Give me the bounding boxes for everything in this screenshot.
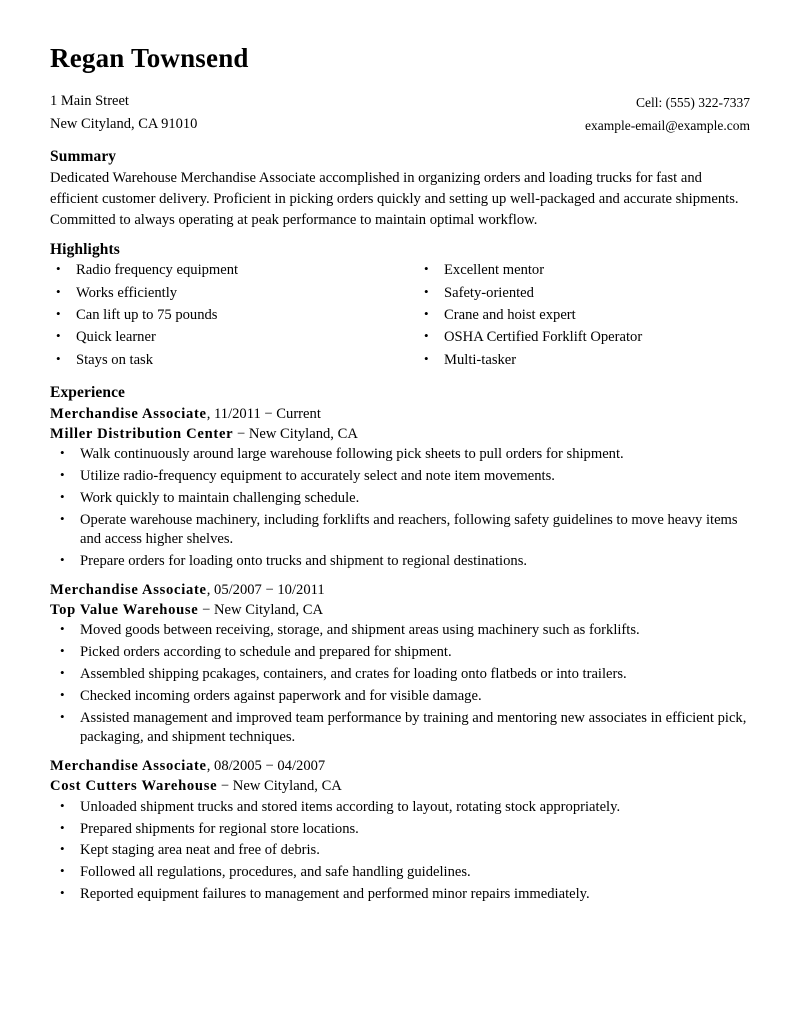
highlights-list-right [418, 261, 750, 369]
job-dates: , 05/2007 − 10/2011 [206, 582, 325, 599]
list-item: • Walk continuously around large warehouse following pick sheets to pull orders for shipment. [50, 445, 750, 464]
job-title-line [50, 404, 750, 424]
list-item: • Checked incoming orders against paperwork and for visible damage. [50, 687, 750, 706]
address-block [50, 90, 197, 137]
experience-entry [50, 756, 750, 904]
highlights-heading: Highlights [50, 241, 120, 259]
job-dates: , 11/2011 − Current [206, 406, 321, 423]
list-item: • Assembled shipping pcakages, containers, and crates for loading onto flatbeds or into trailers. [50, 665, 750, 684]
list-item: • Stays on task [50, 351, 400, 369]
job-company-line [50, 424, 750, 444]
job-title-line [50, 756, 750, 776]
list-item: • Assisted management and improved team performance by training and mentoring new associates in efficient pick, packaging, and shipment techniques. [50, 709, 750, 747]
summary-section [50, 148, 750, 230]
summary-heading: Summary [50, 148, 117, 166]
job-title: Merchandise Associate [50, 406, 207, 423]
highlights-column-right [400, 261, 750, 373]
job-company: Miller Distribution Center [50, 426, 234, 443]
list-item: • Radio frequency equipment [50, 261, 400, 279]
job-title-line [50, 580, 750, 600]
list-item: • Can lift up to 75 pounds [50, 306, 400, 324]
contact-row [50, 90, 750, 137]
summary-paragraph: Dedicated Warehouse Merchandise Associate accomplished in organizing orders and loading trucks for fast and efficient customer delivery. Proficient in picking orders quickly and setting up well-packaged and accurate shipments. Committed to always operating at peak performance to maintain optimal workflow. [50, 170, 739, 228]
list-item: • Quick learner [50, 328, 400, 346]
contact-block [585, 90, 750, 137]
list-item: • Works efficiently [50, 284, 400, 302]
list-item: • Utilize radio-frequency equipment to accurately select and note item movements. [50, 467, 750, 486]
job-responsibilities-list [50, 621, 750, 747]
job-location: − New Cityland, CA [198, 602, 324, 619]
list-item: • Excellent mentor [418, 261, 750, 279]
list-item: • Crane and hoist expert [418, 306, 750, 324]
list-item: • Prepared shipments for regional store locations. [50, 820, 750, 839]
experience-entry [50, 404, 750, 571]
job-dates: , 08/2005 − 04/2007 [206, 758, 326, 775]
job-company: Cost Cutters Warehouse [50, 778, 218, 795]
highlights-column-left [50, 261, 400, 373]
experience-entry [50, 580, 750, 747]
address-line-1: 1 Main Street [50, 92, 129, 109]
highlights-section [50, 241, 750, 373]
list-item: • Moved goods between receiving, storage, and shipment areas using machinery such as forklifts. [50, 621, 750, 640]
email-address[interactable]: example-email@example.com [585, 117, 750, 133]
list-item: • OSHA Certified Forklift Operator [418, 328, 750, 346]
experience-section [50, 384, 750, 904]
list-item: • Safety-oriented [418, 284, 750, 302]
job-location: − New Cityland, CA [233, 426, 358, 443]
list-item: • Multi-tasker [418, 351, 750, 369]
list-item: • Work quickly to maintain challenging schedule. [50, 489, 750, 508]
candidate-name: Regan Townsend [50, 43, 249, 73]
job-responsibilities-list [50, 798, 750, 905]
list-item: • Followed all regulations, procedures, and safe handling guidelines. [50, 863, 750, 882]
job-title: Merchandise Associate [50, 582, 207, 599]
list-item: • Operate warehouse machinery, including forklifts and reachers, following safety guidelines to move heavy items and access higher shelves. [50, 511, 750, 549]
job-company-line [50, 776, 750, 796]
list-item: • Unloaded shipment trucks and stored items according to layout, rotating stock appropriately. [50, 798, 750, 817]
resume-header [50, 44, 750, 137]
experience-heading: Experience [50, 384, 126, 402]
list-item: • Picked orders according to schedule and prepared for shipment. [50, 643, 750, 662]
job-company-line [50, 600, 750, 620]
highlights-columns [50, 261, 750, 373]
job-title: Merchandise Associate [50, 758, 207, 775]
highlights-list-left [50, 261, 400, 369]
list-item: • Reported equipment failures to management and performed minor repairs immediately. [50, 885, 750, 904]
job-location: − New Cityland, CA [217, 778, 342, 795]
list-item: • Prepare orders for loading onto trucks and shipment to regional destinations. [50, 552, 750, 571]
job-company: Top Value Warehouse [50, 602, 199, 619]
phone-number: Cell: (555) 322-7337 [636, 94, 750, 110]
list-item: • Kept staging area neat and free of debris. [50, 841, 750, 860]
address-line-2: New Cityland, CA 91010 [50, 116, 198, 133]
job-responsibilities-list [50, 445, 750, 571]
